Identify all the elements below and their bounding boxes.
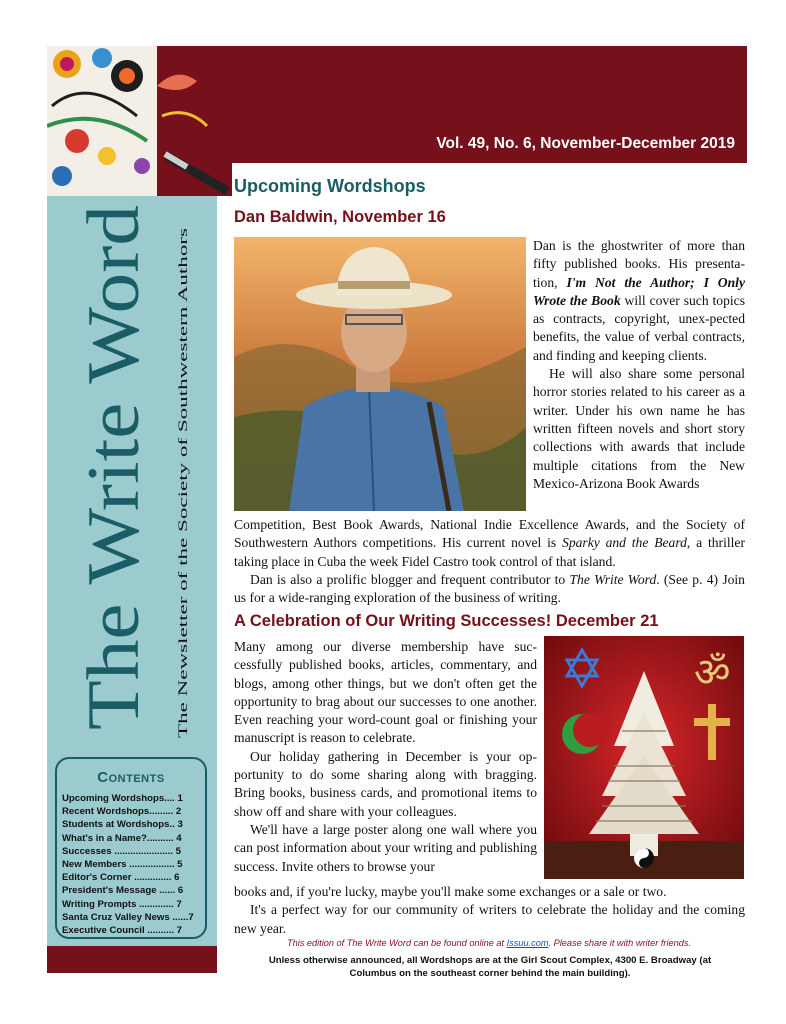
article2-paragraph-3-cont: books and, if you're lucky, maybe you'll make some exchanges or a sale or two.	[234, 884, 667, 899]
article1-p3-c: Join us for a wide-ranging exploration of the business of writing.	[234, 571, 745, 606]
article1-paragraph-3	[234, 571, 745, 608]
article1-p1-text-b: will cover such topics as contracts, copyright, unex-pected benefits, the value of verbal contracts, and finding and keeping clients.	[533, 292, 745, 363]
toc-item[interactable]: Successes ...................... 5	[62, 845, 181, 857]
article1-p3-a: Dan is also a prolific blogger and frequent contributor to	[250, 571, 566, 587]
toc-item[interactable]: Writing Prompts ............. 7	[62, 898, 182, 910]
book-tree-image	[544, 636, 744, 879]
article2-paragraph-3: We'll have a large poster along one wall where you can post information about your writing and publishing success. Invite others to browse your	[234, 821, 537, 874]
decorative-artwork	[47, 46, 232, 196]
toc-item[interactable]: Recent Wordshops......... 2	[62, 806, 182, 818]
online-notice-text-b: . Please share it with writer friends.	[548, 938, 691, 948]
svg-text:ॐ: ॐ	[694, 650, 731, 696]
article1-p3-b: . (See p. 4)	[656, 571, 719, 587]
article1-heading: Dan Baldwin, November 16	[234, 208, 446, 226]
toc-item[interactable]: Students at Wordshops.. 3	[62, 819, 183, 831]
issue-info: Vol. 49, No. 6, November-December 2019	[436, 135, 735, 152]
article2-continuation	[234, 883, 745, 938]
article2-heading: A Celebration of Our Writing Successes! December 21	[234, 612, 659, 630]
toc-item[interactable]: Executive Council .......... 7	[62, 925, 182, 937]
article2-paragraph-1: Many among our diverse membership have suc-cessfully published books, articles, commentary, and blogs, among other things, but we don't often get the opportunity to brag about our successes to one another. Even reaching your word-count goal or finishing your manuscript is reason to celebrate.	[234, 639, 537, 746]
toc-item[interactable]: Santa Cruz Valley News ......7	[62, 911, 194, 923]
article1-paragraph-2: He will also share some personal horror stories related to his career as a writer. Under his own name he has written fifteen novels and short story collections with awards that include multiple citations from the New Mexico-Arizona Book Awards	[533, 366, 745, 491]
sidebar-footer-band	[47, 946, 217, 973]
article1-p1-text-a: Dan is the ghostwriter of more than fifty published books. His presenta-tion,	[533, 238, 745, 290]
article1-novel-title: Sparky and the Beard	[562, 535, 687, 551]
masthead-title	[70, 195, 158, 735]
article1-talk-title: I'm Not the Author; I Only Wrote the Book	[533, 274, 745, 308]
article2-paragraph-4: It's a perfect way for our community of writers to celebrate the holiday and the coming new year.	[234, 902, 745, 936]
article1-column	[533, 237, 745, 493]
article1-paragraph-1	[533, 237, 745, 365]
issuu-link[interactable]: Issuu.com	[506, 938, 549, 948]
section-heading: Upcoming Wordshops	[234, 176, 426, 196]
masthead-subtitle-text: The Newsletter of the Society of Southwestern Authors	[175, 450, 190, 738]
masthead-subtitle	[159, 210, 199, 740]
masthead-title-text: The Write Word	[73, 252, 155, 730]
article1-publication: The Write Word	[569, 571, 657, 587]
article1-p2-cont-a: Competition, Best Book Awards, National Indie Excellence Awards, and the Society of Southwestern Authors competitions. His current novel is	[234, 517, 745, 551]
toc-item[interactable]: Editor's Corner .............. 6	[62, 872, 180, 884]
toc-item[interactable]: President's Message ...... 6	[62, 885, 184, 897]
venue-notice: Unless otherwise announced, all Wordshops are at the Girl Scout Complex, 4300 E. Broadway (at Columbus on the southeast corner behind the main building).	[268, 955, 712, 979]
contents-heading: Contents	[97, 769, 165, 786]
article1-p2-cont-b: , a thriller taking place in Cuba the week Fidel Castro took control of that island.	[234, 535, 745, 569]
toc-item[interactable]: Upcoming Wordshops.... 1	[62, 793, 183, 804]
article2-column	[234, 638, 537, 876]
toc-item[interactable]: New Members ................. 5	[62, 859, 183, 871]
online-notice	[234, 938, 744, 948]
article2-paragraph-2: Our holiday gathering in December is your op-portunity to do some sharing along with bragging. Bring books, business cards, and promotional items to show off and share with your colleagues.	[234, 748, 537, 819]
article1-paragraph-2-cont	[234, 516, 745, 571]
contents-box	[55, 757, 207, 939]
author-photo	[234, 237, 526, 511]
toc-item[interactable]: What's in a Name?.......... 4	[62, 832, 182, 844]
article1-continuation	[234, 516, 745, 607]
online-notice-text-a: This edition of The Write Word can be found online at	[287, 938, 505, 948]
